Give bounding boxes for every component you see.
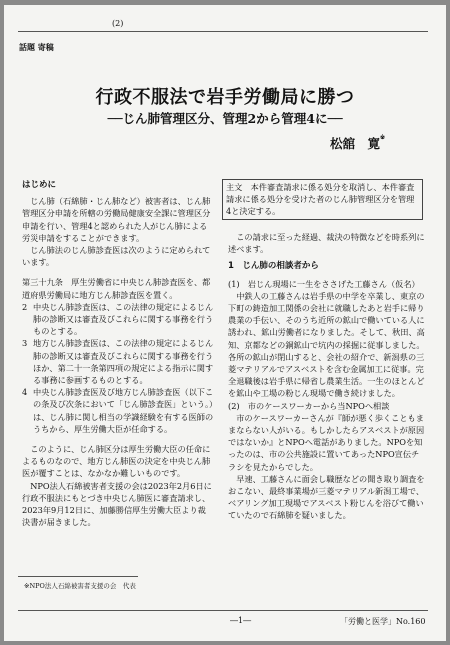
kudo-paragraph: 中鉄人の工藤さんは岩手県の中学を卒業し、東京の下町の鋳造加工関係の会社に就職したあと岩手に帰り農業の手伝い、そのうち近所の鉱山で働いている人に誘われ、鉱山労働者になりました。そして、秋田、高知、京都などの銅鉱山で坑内の採掘に従事しました。各所の鉱山が閉山すると、会社の紹介で、新潟県の三菱マテリアルでアスベストを含む金属加工に従事。完全退職後は岩手県に帰省し農業生活。一生のほとんどを鉱山や工場の粉じん現場で働き続けました。 [228, 290, 425, 399]
footnote-rule [18, 576, 138, 577]
consultation-heading: 1 じん肺の相談者から [228, 261, 319, 272]
author [330, 134, 385, 152]
intro-heading: はじめに [22, 180, 57, 190]
left-column [22, 179, 214, 528]
law-article: 第三十九条 厚生労働省に中央じん肺診査医を、都道府県労働局に地方じん肺診査医を置く。 [22, 277, 211, 300]
law-item: 2 中央じん肺診査医は、この法律の規定によるじん肺の診断又は審査及びこれらに関する事務を行うものとする。 [22, 301, 214, 337]
intro-paragraph-4: NPO法人石綿被害者支援の会は2023年2月6日に行政不服法にもとづき中央じん肺医に審査請求し、2023年9月12日に、加藤勝信厚生労働大臣より裁決書が届きました。 [22, 480, 212, 528]
page-marker: (2) [112, 19, 124, 28]
article-title: 行政不服法で岩手労働局に勝つ [95, 87, 355, 108]
footer-rule [18, 610, 428, 611]
caseworker-paragraph: 市のケースワーカーさんが『師が悪く歩くこともままならない人がいる。もしかしたらアスベストが原因ではないか』とNPOへ電話がありました。NPOを知ったのは、市の公共施設に置いてあったNPO宣伝チラシを見たからでした。 [228, 412, 425, 472]
page-number: ―1― [230, 616, 252, 625]
law-item: 3 地方じん肺診査医は、この法律の規定によるじん肺の診断又は審査及びこれらに関する事務を行うほか、第二十一条第四項の規定による指示に関する事務に参画するものとする。 [22, 338, 214, 386]
intro-paragraph-2: じん肺法のじん肺診査医は次のように定められています。 [22, 245, 211, 268]
subheading-caseworker: (2) 市のケースワーカーから当NPOへ相談 [228, 400, 390, 411]
right-column [228, 231, 425, 522]
journal-name: 「労働と医学」No.160 [340, 617, 426, 626]
timeline-intro: この請求に至った経過、裁決の特徴などを時系列に述べます。 [228, 232, 425, 255]
section-label: 話題 寄稿 [19, 43, 54, 52]
intro-paragraph-1: じん肺（石綿肺・じん肺など）被害者は、じん肺管理区分申請を所轄の労働局健康安全課に管理区分申請を行い、管理4と認められた人がじん肺による労災申請をすることができます。 [22, 196, 211, 243]
intro-paragraph-3: このように、じん肺区分は厚生労働大臣の任命によるものなので、地方じん肺医の決定を中央じん肺医が覆すことは、なかなか難しいものです。 [22, 444, 211, 479]
investigation-paragraph: 早速、工藤さんに面会し職歴などの聞き取り調査をおこない、最終事業場が三菱マテリアル新潟工場で、ベアリング加工現場でアスベスト粉じんを浴びて働いていたので石綿肺を疑いました。 [228, 473, 425, 521]
law-item: 4 中央じん肺診査医及び地方じん肺診査医（以下この条及び次条において「じん肺診査医」という。）は、じん肺に関し相当の学識経験を有する医師のうちから、厚生労働大臣が任命する。 [22, 387, 214, 434]
header-rule [18, 31, 428, 32]
footnote: ※NPO法人石綿被害者支援の会 代表 [24, 582, 136, 590]
ruling-box: 主文 本件審査請求に係る処分を取消し、本件審査請求に係る処分を受けた者のじん肺管理区分を管理4と決定する。 [222, 179, 423, 220]
author-name: 松舘 寛 [330, 136, 381, 151]
article-subtitle: ──じん肺管理区分、管理2から管理4に── [107, 111, 343, 126]
author-mark: ※ [380, 134, 386, 141]
subheading-kudo: (1) 岩じん現場に一生をささげた工藤さん（仮名） [228, 278, 420, 289]
